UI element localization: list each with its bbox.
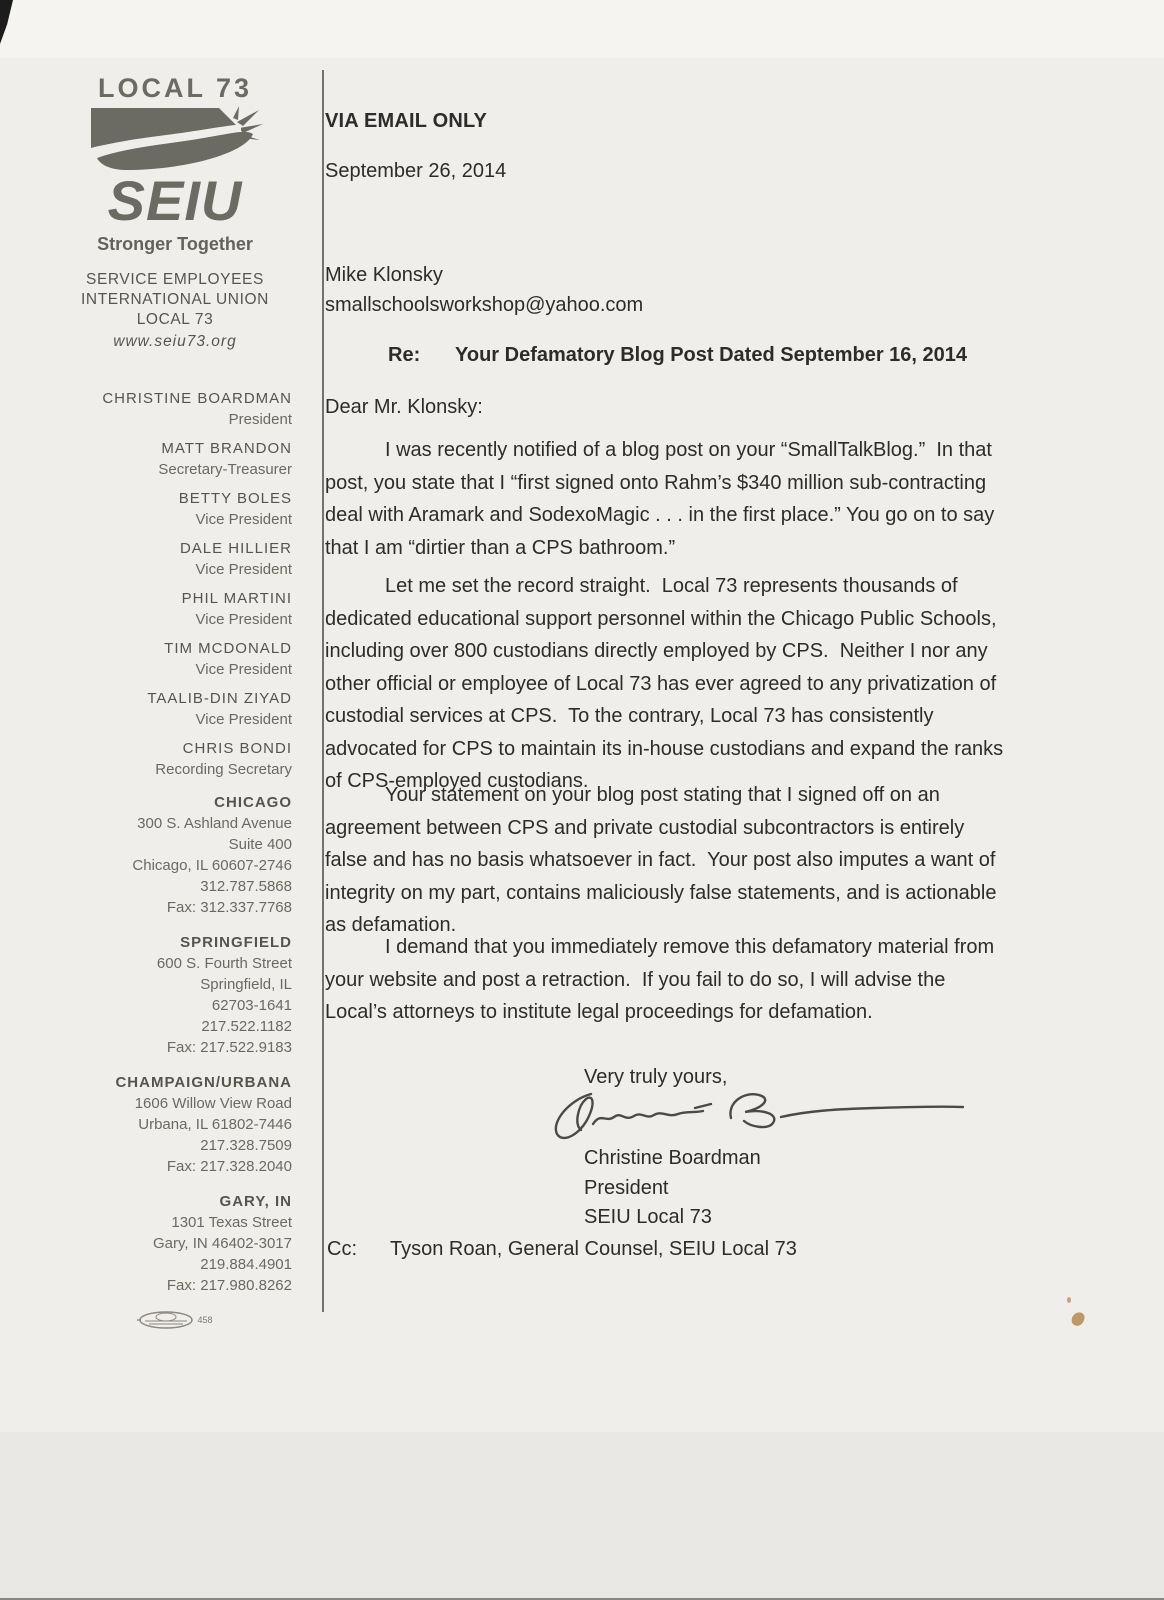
scan-speck-small <box>1067 1297 1071 1303</box>
office-line: 1606 Willow View Road <box>134 1095 292 1112</box>
paragraph-3: Your statement on your blog post stating that I signed off on an agreement between CPS and private custodial subcontractors is entirely false and has no basis whatsoever in fact. Your post also imputes a want of integrity on my part, contains maliciously false statements, and is actionable as defamation. <box>325 784 1002 936</box>
cc-label: Cc: <box>327 1238 357 1260</box>
signer-org: SEIU Local 73 <box>584 1206 712 1228</box>
scan-bottom-band <box>0 1432 1164 1600</box>
paragraph-4: I demand that you immediately remove this defamatory material from your website and post a retraction. If you fail to do so, I will advise the Local’s attorneys to institute legal proceedings for defamation. <box>325 936 1000 1023</box>
union-bug-number: 458 <box>197 1315 213 1325</box>
office-line: Fax: 217.328.2040 <box>166 1158 292 1175</box>
officer-name: BETTY BOLES <box>178 490 292 507</box>
officer-title: President <box>228 411 292 428</box>
recipient-block <box>325 260 643 320</box>
officer-name: TAALIB-DIN ZIYAD <box>147 690 292 707</box>
office-line: 219.884.4901 <box>200 1256 292 1273</box>
officer-title: Vice President <box>195 611 292 628</box>
officer-title: Recording Secretary <box>155 761 292 778</box>
office-city: GARY, IN <box>219 1193 292 1210</box>
officer-title: Vice President <box>195 711 292 728</box>
office-line: Suite 400 <box>228 836 292 853</box>
officer-title: Vice President <box>195 511 292 528</box>
signer-block <box>584 1144 761 1233</box>
website-url: www.seiu73.org <box>113 333 237 350</box>
paragraph-2: Let me set the record straight. Local 73 represents thousands of dedicated educational support personnel within the Chicago Public Schools, including over 800 custodians directly employed by CPS. Neither I nor any other official or employee of Local 73 has ever agreed to any privatization of custodial services at CPS. To the contrary, Local 73 has consistently advocated for CPS to maintain its in-house custodians and expand the ranks of CPS-employed custodians. <box>325 575 1009 792</box>
signer-title: President <box>584 1176 669 1199</box>
org-name-line: SERVICE EMPLOYEES <box>86 271 264 288</box>
officer-title: Vice President <box>195 561 292 578</box>
office-line: 1301 Texas Street <box>171 1214 292 1231</box>
org-name-line: LOCAL 73 <box>136 311 214 328</box>
office-line: 62703-1641 <box>211 997 292 1014</box>
recipient-name: Mike Klonsky <box>325 264 443 286</box>
re-label: Re: <box>388 344 421 366</box>
office-line: Fax: 217.980.8262 <box>166 1277 292 1294</box>
paragraph-1: I was recently notified of a blog post on your “SmallTalkBlog.” In that post, you state that I “first signed onto Rahm’s $340 million sub-contracting deal with Aramark and SodexoMagic . . . in the first place.” You go on to say that I am “dirtier than a CPS bathroom.” <box>325 439 1000 559</box>
office-city: SPRINGFIELD <box>180 934 292 951</box>
office-line: 217.328.7509 <box>200 1137 292 1154</box>
officer-title: Secretary-Treasurer <box>158 461 292 478</box>
officer-name: DALE HILLIER <box>179 540 292 557</box>
re-subject: Your Defamatory Blog Post Dated September 16, 2014 <box>455 344 968 366</box>
logo-tagline: Stronger Together <box>97 234 253 254</box>
office-line: Fax: 312.337.7768 <box>166 899 292 916</box>
office-line: Chicago, IL 60607-2746 <box>132 857 292 874</box>
delivery-method: VIA EMAIL ONLY <box>325 110 488 132</box>
office-line: 217.522.1182 <box>201 1018 292 1035</box>
salutation: Dear Mr. Klonsky: <box>325 396 483 418</box>
office-line: Fax: 217.522.9183 <box>166 1039 292 1056</box>
office-line: Gary, IN 46402-3017 <box>153 1235 292 1252</box>
recipient-email: smallschoolsworkshop@yahoo.com <box>325 294 644 316</box>
officer-title: Vice President <box>195 661 292 678</box>
officer-name: TIM MCDONALD <box>164 640 292 657</box>
office-line: 300 S. Ashland Avenue <box>137 815 292 832</box>
signature-image <box>545 1078 975 1146</box>
closing-phrase: Very truly yours, <box>584 1066 728 1088</box>
letter-date: September 26, 2014 <box>325 160 507 182</box>
signer-name: Christine Boardman <box>584 1147 761 1169</box>
cc-text: Tyson Roan, General Counsel, SEIU Local 73 <box>390 1238 797 1260</box>
officer-name: MATT BRANDON <box>161 440 292 457</box>
office-line: Springfield, IL <box>200 976 292 993</box>
office-city: CHICAGO <box>214 794 292 811</box>
office-line: 312.787.5868 <box>200 878 292 895</box>
logo-seiu-text: SEIU <box>107 169 243 232</box>
org-name-line: INTERNATIONAL UNION <box>81 291 269 308</box>
office-line: 600 S. Fourth Street <box>156 955 292 972</box>
officer-name: PHIL MARTINI <box>181 590 292 607</box>
officer-name: CHRISTINE BOARDMAN <box>102 390 292 407</box>
logo-local73-text: LOCAL 73 <box>97 73 253 103</box>
office-line: Urbana, IL 61802-7446 <box>138 1116 292 1133</box>
office-city: CHAMPAIGN/URBANA <box>115 1074 292 1091</box>
officer-name: CHRIS BONDI <box>182 740 292 757</box>
